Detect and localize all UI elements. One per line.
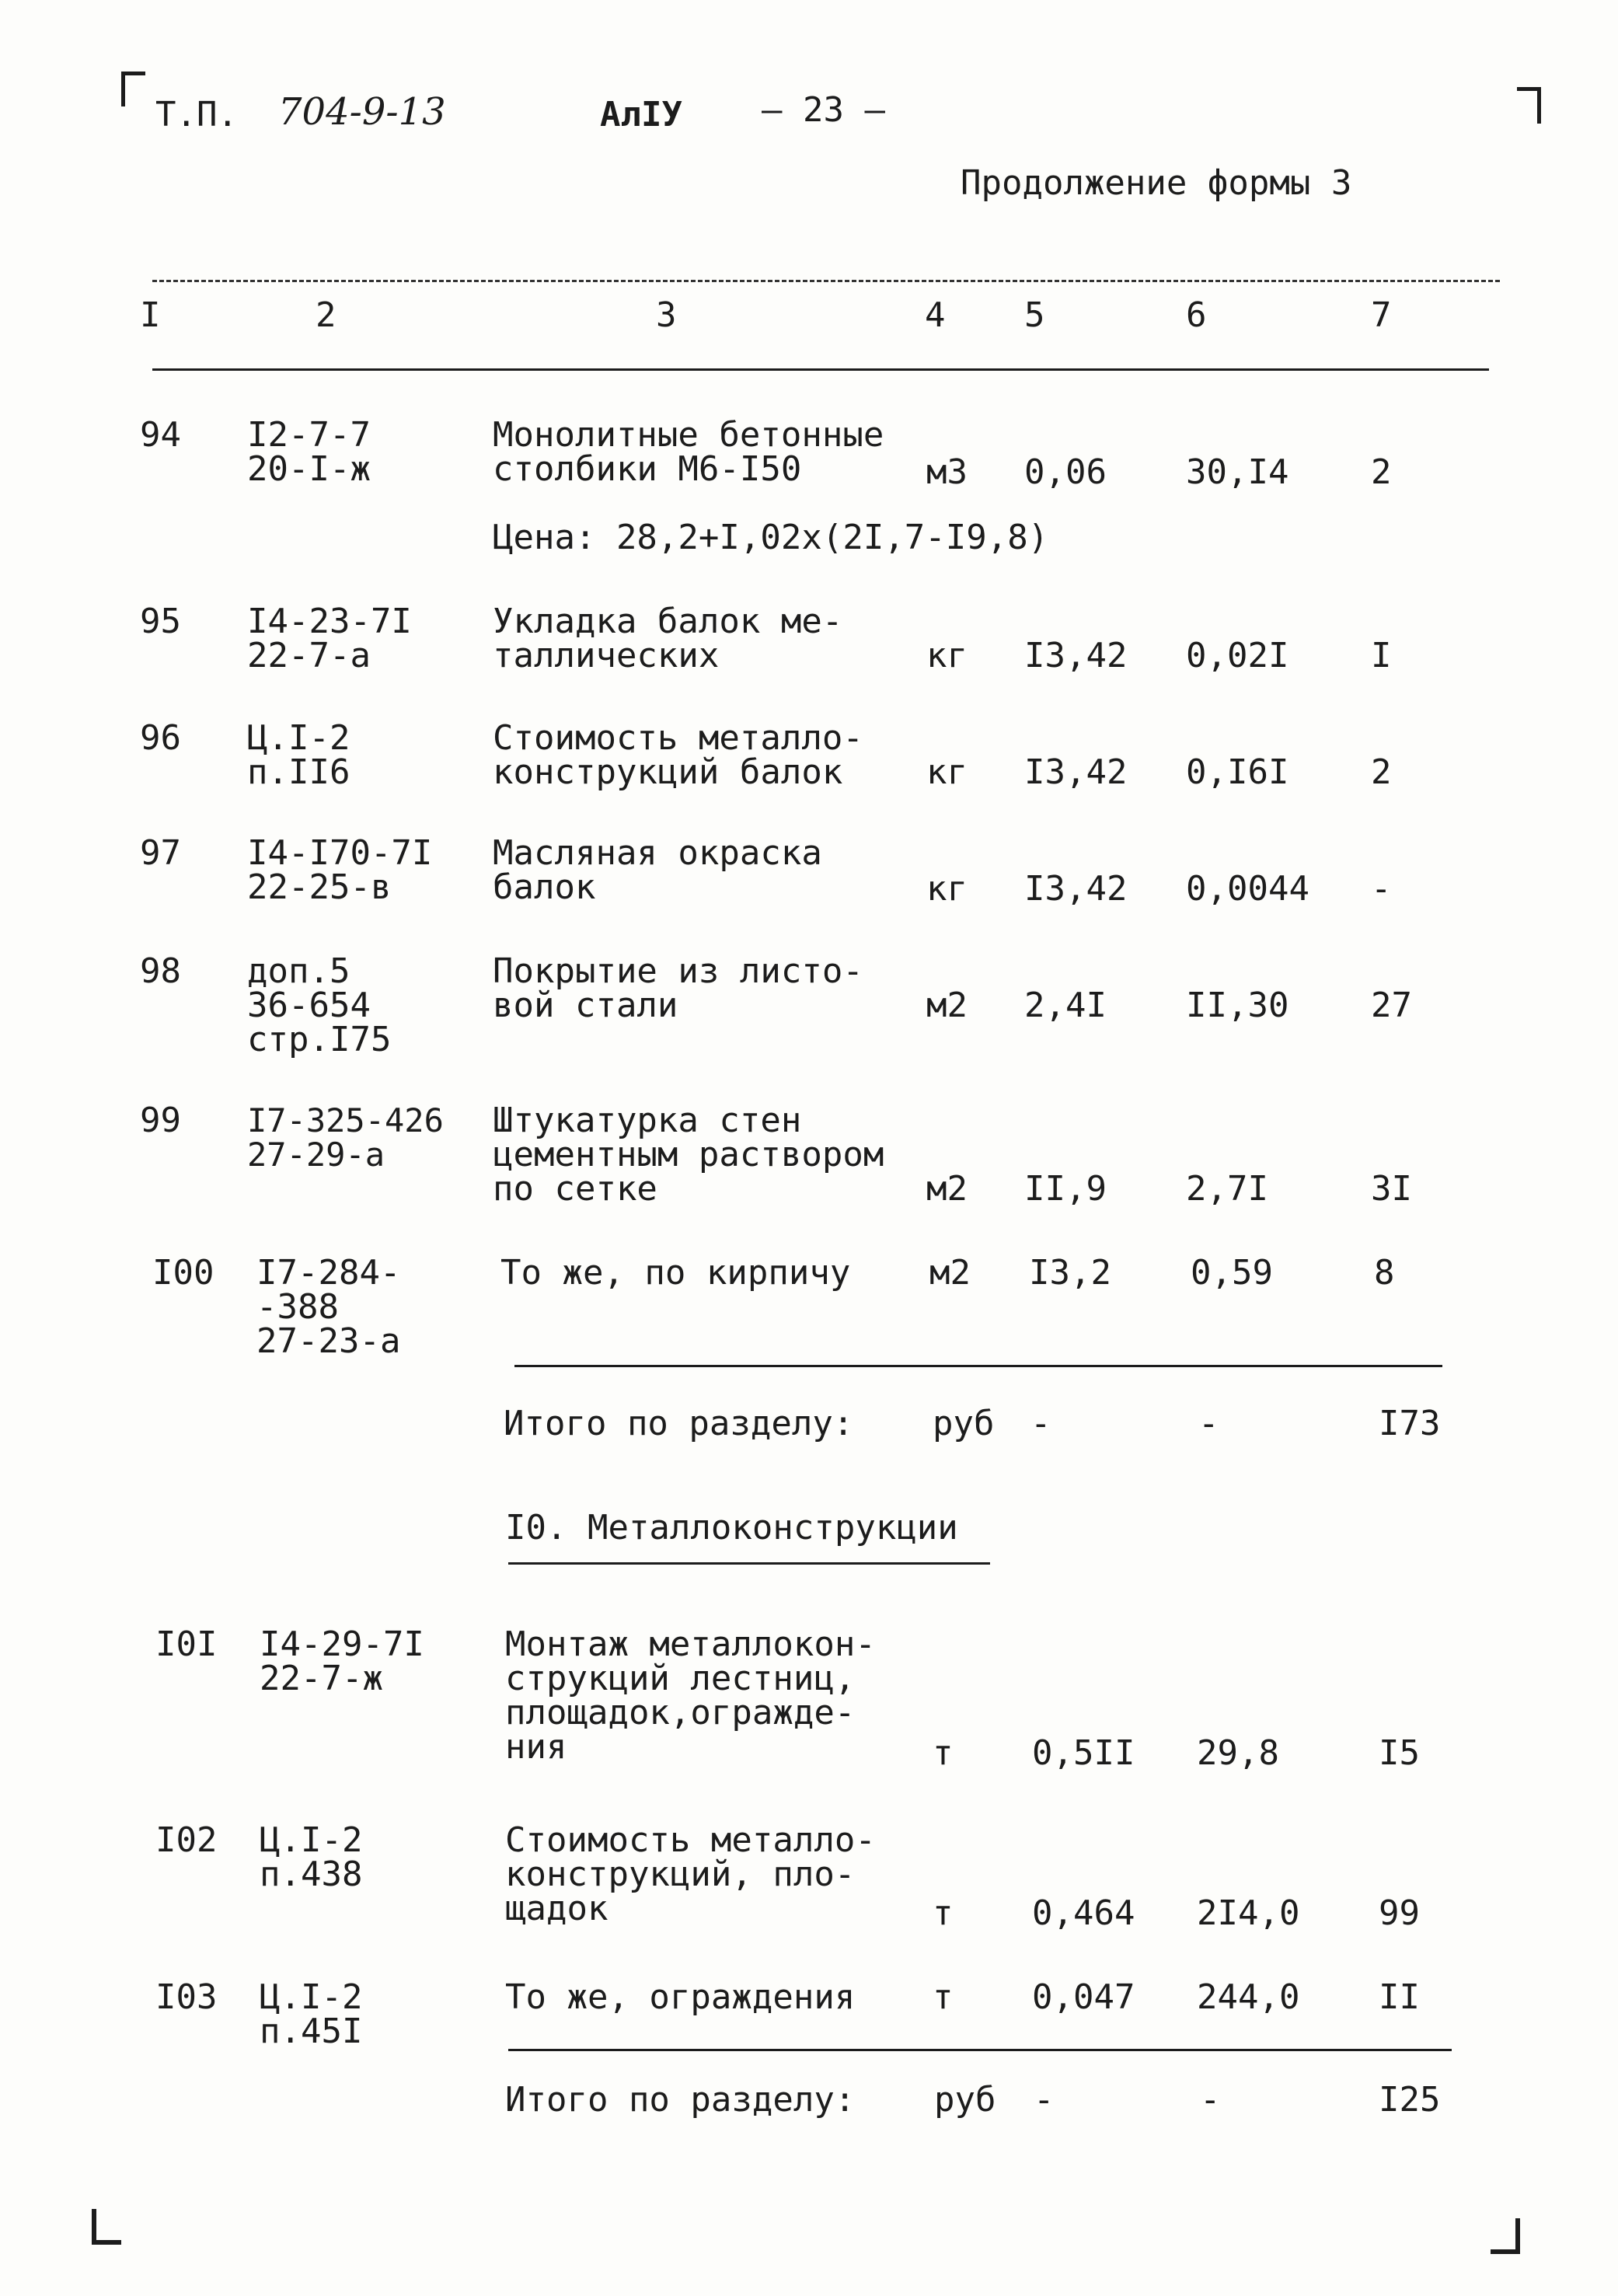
row-number: I00 [152, 1253, 214, 1293]
norm-code: I7-284- -388 27-23-а [256, 1253, 401, 1361]
work-name: То же, ограждения [505, 1977, 856, 2017]
unit: м2 [926, 986, 968, 1025]
work-name: Монолитные бетонные столбики М6-I50 [493, 415, 884, 489]
work-name: Стоимость металло- конструкций, пло- щадок [505, 1820, 876, 1928]
unit: т [933, 1893, 954, 1933]
norm-code: I4-29-7I 22-7-ж [260, 1624, 424, 1698]
column-header: 2 [316, 295, 337, 335]
quantity: I3,42 [1024, 869, 1128, 909]
work-name: Монтаж металлокон- струкций лестниц, площадок,огражде- ния [505, 1624, 876, 1767]
unit-price: 29,8 [1197, 1733, 1279, 1773]
price-note: Цена: 28,2+I,02х(2I,7-I9,8) [493, 518, 1049, 557]
quantity: I3,42 [1024, 752, 1128, 792]
unit-price: 0,I6I [1186, 752, 1289, 792]
norm-code: Ц.I-2 п.438 [260, 1820, 363, 1894]
page-number: — 23 — [762, 90, 885, 130]
norm-code: I7-325-426 27-29-а [247, 1101, 444, 1174]
norm-code: Ц.I-2 п.45I [260, 1977, 363, 2051]
quantity: 0,047 [1032, 1977, 1135, 2017]
total: 8 [1374, 1253, 1395, 1293]
quantity: 0,06 [1024, 452, 1107, 492]
column-header: I [140, 295, 161, 335]
row-number: 98 [140, 951, 181, 991]
total: 27 [1371, 986, 1412, 1025]
total: I5 [1379, 1733, 1420, 1773]
album-code: АлIУ [600, 95, 682, 134]
section-title-underline [508, 1562, 990, 1565]
row-number: 96 [140, 718, 181, 758]
total: 2 [1371, 452, 1392, 492]
row-number: 99 [140, 1101, 181, 1140]
unit-price: 0,59 [1191, 1253, 1273, 1293]
norm-code: I4-23-7I 22-7-а [247, 602, 412, 675]
subtotal-unit: руб [933, 1404, 995, 1443]
subtotal-rule [508, 2049, 1452, 2051]
quantity: I3,2 [1029, 1253, 1111, 1293]
subtotal-qty: - [1030, 1404, 1051, 1443]
corner-mark-bottom-left [92, 2209, 121, 2245]
total: 99 [1379, 1893, 1420, 1933]
unit-price: 2I4,0 [1197, 1893, 1300, 1933]
row-number: 97 [140, 833, 181, 873]
corner-mark-top-left [121, 72, 145, 106]
tp-label: Т.П. [155, 95, 238, 134]
column-header: 3 [656, 295, 677, 335]
norm-code: I2-7-7 20-I-ж [247, 415, 371, 489]
quantity: 0,5II [1032, 1733, 1135, 1773]
subtotal-total: I73 [1379, 1404, 1441, 1443]
subtotal-label: Итого по разделу: [504, 1404, 854, 1443]
quantity: II,9 [1024, 1169, 1107, 1209]
total: I [1371, 636, 1392, 675]
unit: кг [926, 752, 968, 792]
work-name: Покрытие из листо- вой стали [493, 951, 863, 1025]
total: - [1371, 869, 1392, 909]
corner-mark-top-right [1517, 87, 1541, 124]
subtotal-unit: руб [934, 2080, 996, 2120]
unit-price: II,30 [1186, 986, 1289, 1025]
corner-mark-bottom-right [1491, 2218, 1520, 2254]
subtotal-price: - [1198, 1404, 1219, 1443]
section-title: I0. Металлоконструкции [505, 1508, 958, 1548]
unit: т [933, 1977, 954, 2017]
row-number: I0I [155, 1624, 218, 1664]
column-header: 7 [1371, 295, 1392, 335]
total: 2 [1371, 752, 1392, 792]
quantity: I3,42 [1024, 636, 1128, 675]
row-number: 95 [140, 602, 181, 641]
total: 3I [1371, 1169, 1412, 1209]
subtotal-qty: - [1034, 2080, 1055, 2120]
table-header-rule [152, 368, 1489, 371]
column-header: 6 [1186, 295, 1207, 335]
table-top-rule [152, 280, 1500, 282]
unit: кг [926, 636, 968, 675]
unit-price: 2,7I [1186, 1169, 1268, 1209]
column-header: 5 [1024, 295, 1045, 335]
total: II [1379, 1977, 1420, 2017]
subtotal-price: - [1200, 2080, 1221, 2120]
unit-price: 244,0 [1197, 1977, 1300, 2017]
unit-price: 0,02I [1186, 636, 1289, 675]
work-name: Укладка балок ме- таллических [493, 602, 843, 675]
unit: т [933, 1733, 954, 1773]
work-name: Масляная окраска балок [493, 833, 822, 907]
unit-price: 0,0044 [1186, 869, 1309, 909]
subtotal-total: I25 [1379, 2080, 1441, 2120]
unit-price: 30,I4 [1186, 452, 1289, 492]
work-name: Штукатурка стен цементным раствором по сетке [493, 1101, 884, 1209]
column-header: 4 [925, 295, 946, 335]
work-name: Стоимость металло- конструкций балок [493, 718, 863, 792]
row-number: I02 [155, 1820, 218, 1860]
norm-code: Ц.I-2 п.II6 [247, 718, 350, 792]
subtotal-rule [514, 1365, 1442, 1367]
unit: м3 [926, 452, 968, 492]
quantity: 0,464 [1032, 1893, 1135, 1933]
unit: м2 [926, 1169, 968, 1209]
norm-code: I4-I70-7I 22-25-в [247, 833, 433, 907]
subtotal-label: Итого по разделу: [505, 2080, 856, 2120]
row-number: 94 [140, 415, 181, 455]
form-continuation: Продолжение формы 3 [961, 163, 1352, 203]
norm-code: доп.5 36-654 стр.I75 [247, 951, 392, 1059]
work-name: То же, по кирпичу [500, 1253, 851, 1293]
quantity: 2,4I [1024, 986, 1107, 1025]
unit: кг [926, 869, 968, 909]
row-number: I03 [155, 1977, 218, 2017]
unit: м2 [929, 1253, 971, 1293]
tp-number: 704-9-13 [278, 90, 446, 134]
